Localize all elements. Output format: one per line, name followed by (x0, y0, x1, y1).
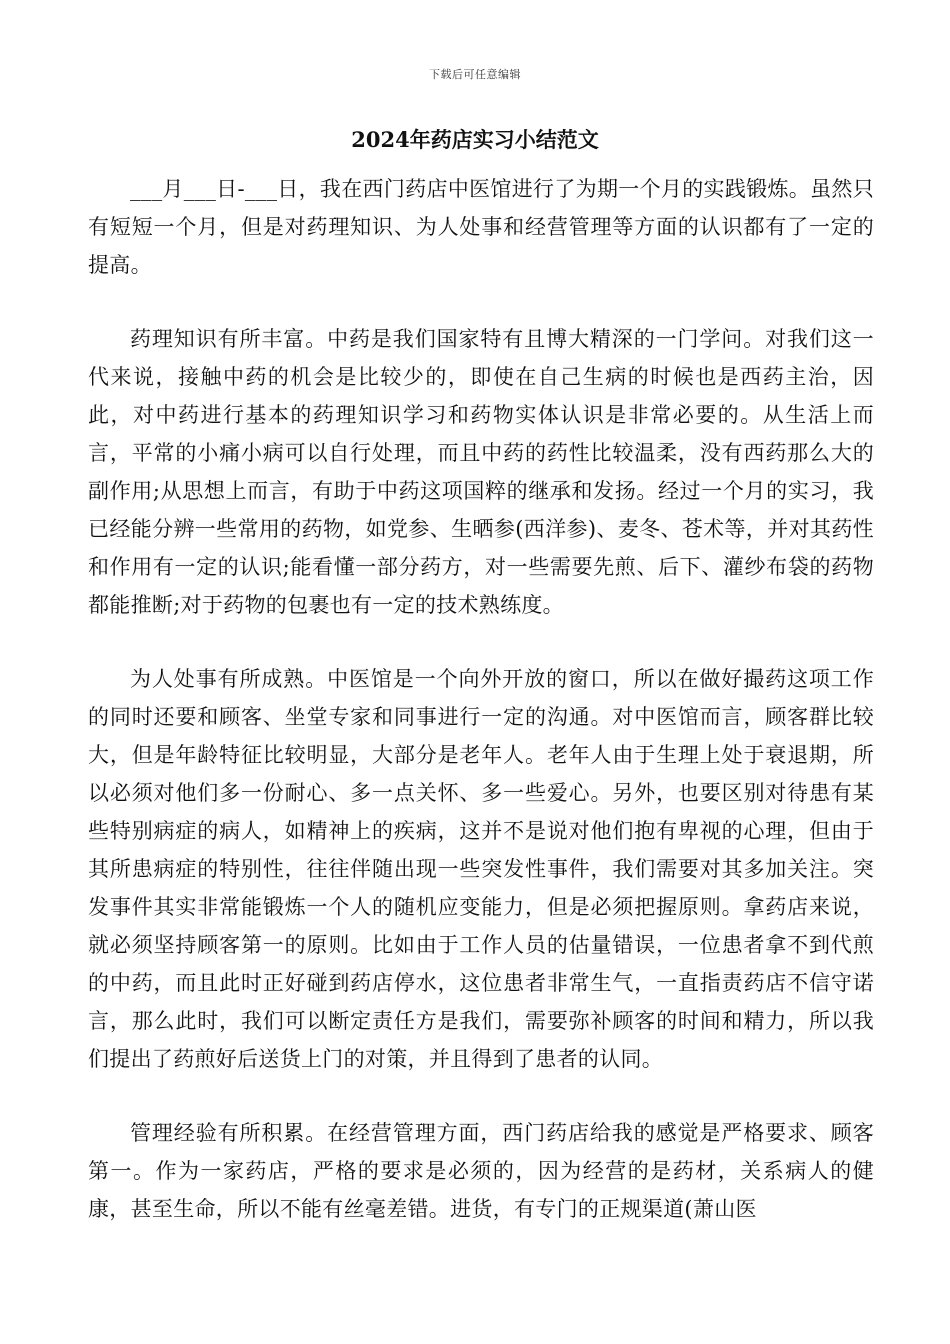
paragraph-pharmacology: 药理知识有所丰富。中药是我们国家特有且博大精深的一门学问。对我们这一代来说，接触中药的机会是比较少的，即使在自己生病的时候也是西药主治，因此，对中药进行基本的药理知识学习和药物实体认识是非常必要的。从生活上而言，平常的小痛小病可以自行处理，而且中药的药性比较温柔，没有西药那么大的副作用;从思想上而言，有助于中药这项国粹的继承和发扬。经过一个月的实习，我已经能分辨一些常用的药物，如党参、生晒参(西洋参)、麦冬、苍术等，并对其药性和作用有一定的认识;能看懂一部分药方，对一些需要先煎、后下、灌纱布袋的药物都能推断;对于药物的包裹也有一定的技术熟练度。 (88, 327, 874, 617)
paragraph-management: 管理经验有所积累。在经营管理方面，西门药店给我的感觉是严格要求、顾客第一。作为一家药店，严格的要求是必须的，因为经营的是药材，关系病人的健康，甚至生命，所以不能有丝毫差错。进货，有专门的正规渠道(萧山医 (88, 1121, 874, 1221)
paragraph-intro: ___月___日-___日，我在西门药店中医馆进行了为期一个月的实践锻炼。虽然只有短短一个月，但是对药理知识、为人处事和经营管理等方面的认识都有了一定的提高。 (88, 177, 874, 277)
paragraph-interpersonal: 为人处事有所成熟。中医馆是一个向外开放的窗口，所以在做好撮药这项工作的同时还要和顾客、坐堂专家和同事进行一定的沟通。对中医馆而言，顾客群比较大，但是年龄特征比较明显，大部分是老年人。老年人由于生理上处于衰退期，所以必须对他们多一份耐心、多一点关怀、多一些爱心。另外，也要区别对待患有某些特别病症的病人，如精神上的疾病，这并不是说对他们抱有卑视的心理，但由于其所患病症的特别性，往往伴随出现一些突发性事件，我们需要对其多加关注。突发事件其实非常能锻炼一个人的随机应变能力，但是必须把握原则。拿药店来说，就必须坚持顾客第一的原则。比如由于工作人员的估量错误，一位患者拿不到代煎的中药，而且此时正好碰到药店停水，这位患者非常生气，一直指责药店不信守诺言，那么此时，我们可以断定责任方是我们，需要弥补顾客的时间和精力，所以我们提出了药煎好后送货上门的对策，并且得到了患者的认同。 (88, 667, 874, 1071)
document-title: 2024年药店实习小结范文 (351, 127, 599, 152)
document-body (88, 170, 874, 1264)
header-note: 下载后可任意编辑 (429, 68, 521, 81)
